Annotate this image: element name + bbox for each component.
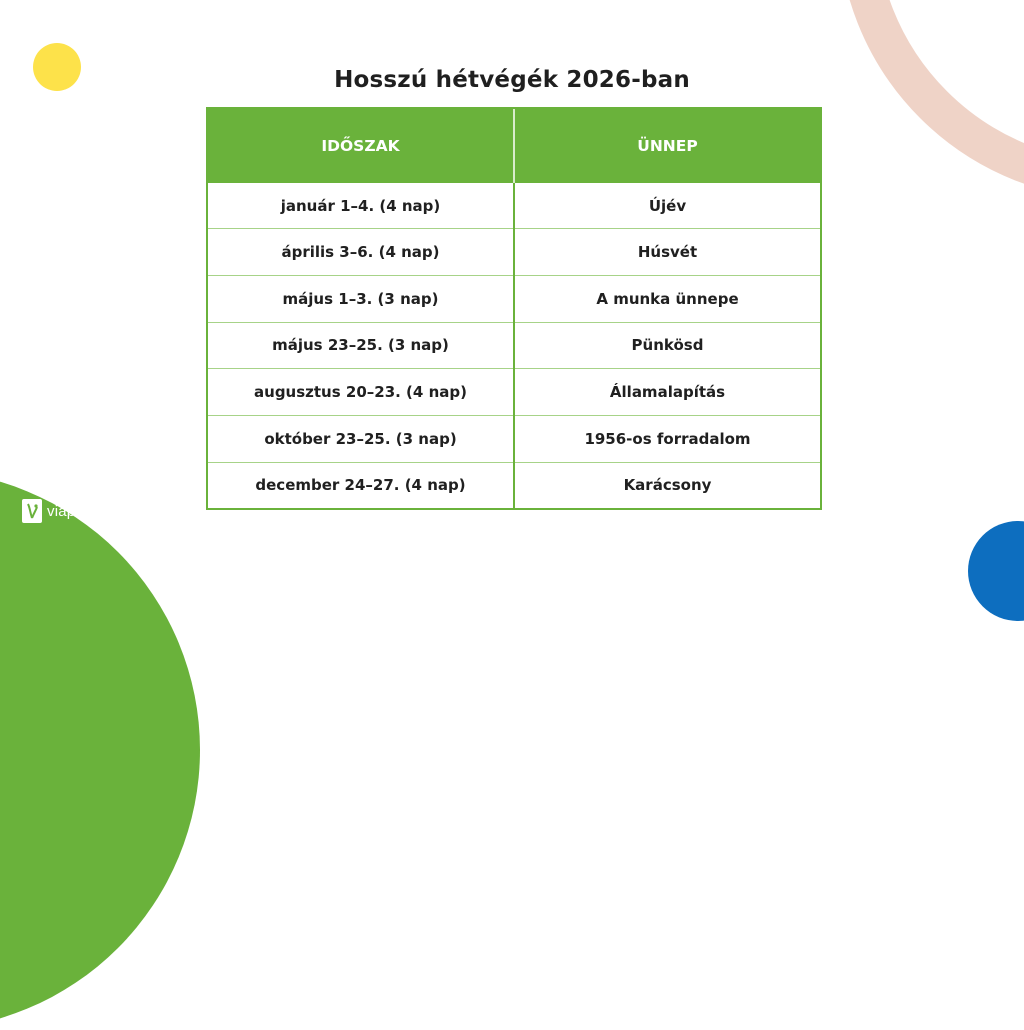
green-decor-shape	[0, 470, 200, 1030]
table-row	[208, 229, 820, 276]
table-row	[208, 462, 820, 508]
table-row	[208, 275, 820, 322]
column-header-holiday: ÜNNEP	[514, 109, 820, 183]
long-weekends-table	[206, 107, 822, 510]
holiday-cell: Újév	[514, 183, 820, 229]
holiday-cell: Pünkösd	[514, 322, 820, 369]
period-cell: január 1–4. (4 nap)	[280, 196, 441, 215]
period-cell: április 3–6. (4 nap)	[208, 229, 514, 276]
page-title: Hosszú hétvégék 2026-ban	[334, 67, 690, 94]
period-cell: május 1–3. (3 nap)	[208, 275, 514, 322]
period-cell: október 23–25. (3 nap)	[208, 416, 514, 463]
column-header-period: IDŐSZAK	[208, 109, 514, 183]
period-cell: december 24–27. (4 nap)	[208, 462, 514, 508]
holiday-cell: Húsvét	[514, 229, 820, 276]
holiday-table	[208, 109, 820, 508]
table-header-row	[208, 109, 820, 183]
table-row	[208, 183, 820, 229]
leaf-icon-svg	[25, 502, 39, 520]
holiday-cell: Államalapítás	[514, 369, 820, 416]
viapan-logo	[22, 499, 92, 523]
period-cell: május 23–25. (3 nap)	[208, 322, 514, 369]
table-row	[208, 322, 820, 369]
holiday-cell: Karácsony	[514, 462, 820, 508]
logo-text: viapan	[47, 502, 93, 520]
period-cell: augusztus 20–23. (4 nap)	[208, 369, 514, 416]
peach-decor-arc	[838, 0, 1024, 200]
holiday-cell: 1956-os forradalom	[514, 416, 820, 463]
table-row	[208, 369, 820, 416]
blue-decor-circle	[968, 521, 1024, 621]
holiday-cell: A munka ünnepe	[514, 275, 820, 322]
viapan-leaf-icon	[22, 499, 42, 523]
table-row	[208, 416, 820, 463]
